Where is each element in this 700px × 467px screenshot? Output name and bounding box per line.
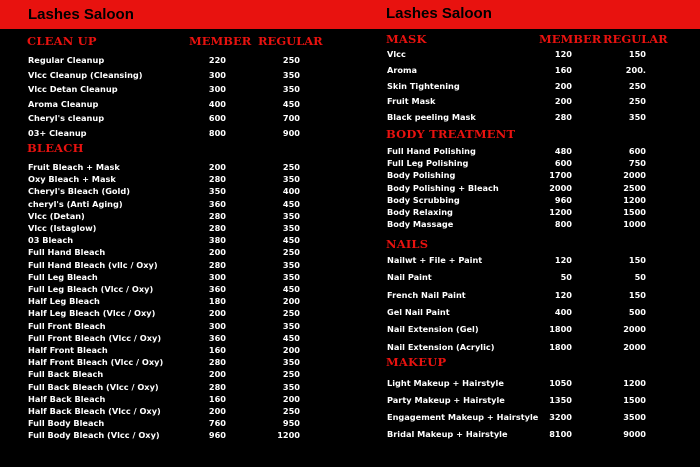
regular-price: 1500 [623, 395, 646, 405]
member-price: 120 [554, 255, 572, 265]
member-price: 600 [554, 158, 572, 169]
service-name: Full Back Bleach (Vlcc / Oxy) [28, 381, 159, 392]
price-row [28, 430, 300, 442]
member-price: 180 [208, 296, 226, 307]
regular-price: 3500 [623, 412, 646, 422]
regular-price: 250 [282, 406, 300, 416]
price-row [28, 247, 300, 259]
member-price: 1350 [549, 395, 572, 405]
service-name: Nail Extension (Acrylic) [387, 341, 495, 352]
price-row [387, 65, 646, 77]
regular-price: 450 [282, 198, 300, 209]
member-price: 200 [208, 369, 226, 380]
price-row [387, 49, 646, 61]
regular-price: 450 [282, 284, 300, 294]
member-price: 300 [208, 320, 226, 331]
service-name: Body Massage [387, 219, 454, 230]
member-price: 1800 [549, 341, 572, 352]
service-name: Gel Nail Paint [387, 306, 450, 317]
price-row [28, 382, 300, 394]
member-price: 600 [208, 113, 226, 123]
service-name: Fruit Mask [387, 96, 436, 107]
service-name: Full Front Bleach [28, 320, 106, 331]
price-row [387, 219, 646, 231]
member-price: 400 [208, 98, 226, 109]
title-bar [0, 0, 352, 29]
regular-price: 250 [282, 162, 300, 172]
regular-price: 250 [282, 308, 300, 319]
price-row [387, 158, 646, 170]
price-row [28, 406, 300, 418]
page-title: Lashes Saloon [28, 6, 134, 23]
regular-price: 350 [282, 223, 300, 233]
member-price: 760 [208, 418, 226, 429]
regular-price: 350 [282, 84, 300, 94]
member-price: 480 [554, 146, 572, 156]
service-name: 03+ Cleanup [28, 127, 87, 138]
regular-price: 350 [282, 357, 300, 368]
regular-price: 1000 [623, 219, 646, 230]
service-name: Party Makeup + Hairstyle [387, 395, 505, 405]
price-row [28, 70, 300, 82]
member-price: 160 [554, 64, 572, 75]
regular-price: 1200 [623, 194, 646, 205]
service-name: Regular Cleanup [28, 55, 105, 65]
member-price: 960 [554, 194, 572, 205]
price-row [28, 284, 300, 296]
regular-price: 350 [282, 381, 300, 392]
service-name: 03 Bleach [28, 235, 74, 246]
regular-price: 2000 [623, 324, 646, 335]
price-row [28, 128, 300, 140]
regular-price: 350 [282, 210, 300, 221]
section-title: CLEAN UP [27, 34, 97, 48]
member-price: 200 [554, 80, 572, 91]
member-price: 350 [208, 186, 226, 197]
regular-price: 450 [282, 98, 300, 109]
price-row [387, 183, 646, 195]
regular-price: 2000 [623, 170, 646, 181]
service-name: Half Leg Bleach [28, 296, 100, 307]
member-price: 200 [208, 406, 226, 416]
regular-price: 150 [628, 49, 646, 59]
member-price: 280 [208, 210, 226, 221]
service-name: Nailwt + File + Paint [387, 255, 483, 265]
service-name: cheryl's (Anti Aging) [28, 198, 123, 209]
service-name: Half Front Bleach (Vlcc / Oxy) [28, 357, 164, 368]
column-header-member: MEMBER [189, 34, 252, 48]
member-price: 280 [208, 381, 226, 392]
regular-price: 250 [282, 369, 300, 380]
regular-price: 9000 [623, 429, 646, 439]
price-row [387, 324, 646, 336]
regular-price: 250 [628, 96, 646, 107]
member-price: 120 [554, 49, 572, 59]
member-price: 200 [554, 96, 572, 107]
price-row [28, 211, 300, 223]
price-row [28, 321, 300, 333]
service-name: Body Relaxing [387, 207, 453, 217]
member-price: 960 [208, 430, 226, 441]
member-price: 360 [208, 198, 226, 209]
service-name: Vlcc (Istaglow) [28, 223, 97, 233]
regular-price: 600 [628, 146, 646, 156]
member-price: 280 [208, 223, 226, 233]
regular-price: 200 [282, 393, 300, 404]
service-name: Cheryl's cleanup [28, 113, 105, 123]
service-name: Full Hand Polishing [387, 146, 476, 156]
page-title: Lashes Saloon [386, 5, 492, 22]
price-row [387, 255, 646, 267]
price-row [28, 260, 300, 272]
member-price: 2000 [549, 182, 572, 193]
section-title: NAILS [386, 237, 429, 251]
price-row [387, 378, 646, 390]
service-name: Aroma [387, 64, 418, 75]
regular-price: 150 [628, 255, 646, 265]
price-row [28, 418, 300, 430]
price-row [28, 333, 300, 345]
member-price: 380 [208, 235, 226, 246]
member-price: 50 [560, 272, 572, 283]
service-name: Full Body Bleach (Vlcc / Oxy) [28, 430, 160, 441]
member-price: 1700 [549, 170, 572, 181]
regular-price: 2000 [623, 341, 646, 352]
price-row [28, 235, 300, 247]
regular-price: 250 [628, 80, 646, 91]
price-row [387, 207, 646, 219]
service-name: Body Polishing + Bleach [387, 182, 499, 193]
service-name: Vlcc Detan Cleanup [28, 84, 118, 94]
service-name: Aroma Cleanup [28, 98, 99, 109]
service-name: Vlcc Cleanup (Cleansing) [28, 69, 143, 80]
member-price: 120 [554, 289, 572, 300]
price-row [28, 174, 300, 186]
service-name: Light Makeup + Hairstyle [387, 378, 504, 388]
regular-price: 700 [282, 113, 300, 123]
column-header-member: MEMBER [539, 32, 602, 46]
regular-price: 400 [282, 186, 300, 197]
member-price: 200 [208, 308, 226, 319]
regular-price: 150 [628, 289, 646, 300]
member-price: 8100 [549, 429, 572, 439]
section-title: BODY TREATMENT [386, 127, 516, 141]
price-row [28, 199, 300, 211]
price-row [387, 342, 646, 354]
member-price: 160 [208, 345, 226, 355]
price-row [28, 272, 300, 284]
regular-price: 750 [628, 158, 646, 169]
price-row [387, 146, 646, 158]
price-row [387, 395, 646, 407]
section-title: BLEACH [27, 141, 84, 155]
member-price: 300 [208, 69, 226, 80]
member-price: 280 [208, 259, 226, 270]
service-name: French Nail Paint [387, 289, 466, 300]
service-name: Full Leg Bleach [28, 271, 98, 282]
member-price: 360 [208, 332, 226, 343]
regular-price: 900 [282, 127, 300, 138]
price-row [28, 394, 300, 406]
section-title: MAKEUP [386, 355, 447, 369]
regular-price: 450 [282, 332, 300, 343]
regular-price: 200 [282, 345, 300, 355]
regular-price: 950 [282, 418, 300, 429]
right-price-panel [352, 0, 700, 467]
regular-price: 1500 [623, 207, 646, 217]
service-name: Vlcc [387, 49, 406, 59]
service-name: Half Leg Bleach (Vlcc / Oxy) [28, 308, 156, 319]
regular-price: 450 [282, 235, 300, 246]
member-price: 280 [554, 112, 572, 123]
service-name: Oxy Bleach + Mask [28, 174, 116, 185]
service-name: Body Scrubbing [387, 194, 460, 205]
price-row [28, 186, 300, 198]
regular-price: 350 [282, 174, 300, 185]
regular-price: 1200 [277, 430, 300, 441]
service-name: Black peeling Mask [387, 112, 476, 123]
regular-price: 350 [282, 69, 300, 80]
regular-price: 2500 [623, 182, 646, 193]
regular-price: 350 [628, 112, 646, 123]
service-name: Body Polishing [387, 170, 456, 181]
service-name: Full Leg Bleach (Vlcc / Oxy) [28, 284, 154, 294]
member-price: 200 [208, 162, 226, 172]
column-header-regular: REGULAR [258, 34, 323, 48]
service-name: Half Back Bleach [28, 393, 106, 404]
price-row [28, 55, 300, 67]
regular-price: 200. [625, 64, 646, 75]
member-price: 300 [208, 84, 226, 94]
price-row [387, 272, 646, 284]
member-price: 280 [208, 357, 226, 368]
service-name: Full Body Bleach [28, 418, 105, 429]
service-name: Nail Paint [387, 272, 432, 283]
service-name: Fruit Bleach + Mask [28, 162, 120, 172]
member-price: 360 [208, 284, 226, 294]
service-name: Full Back Bleach [28, 369, 104, 380]
section-title: MASK [386, 32, 427, 46]
member-price: 300 [208, 271, 226, 282]
service-name: Cheryl's Bleach (Gold) [28, 186, 130, 197]
regular-price: 200 [282, 296, 300, 307]
member-price: 200 [208, 247, 226, 258]
regular-price: 350 [282, 259, 300, 270]
member-price: 800 [208, 127, 226, 138]
price-row [387, 112, 646, 124]
regular-price: 50 [634, 272, 646, 283]
price-row [387, 307, 646, 319]
price-row [28, 162, 300, 174]
regular-price: 350 [282, 320, 300, 331]
price-row [28, 113, 300, 125]
member-price: 400 [554, 306, 572, 317]
price-row [28, 84, 300, 96]
service-name: Nail Extension (Gel) [387, 324, 479, 335]
service-name: Half Front Bleach [28, 345, 108, 355]
service-name: Half Back Bleach (Vlcc / Oxy) [28, 406, 161, 416]
price-row [387, 412, 646, 424]
column-header-regular: REGULAR [603, 32, 668, 46]
price-row [28, 357, 300, 369]
price-row [387, 429, 646, 441]
regular-price: 350 [282, 271, 300, 282]
member-price: 220 [208, 55, 226, 65]
service-name: Full Hand Bleach [28, 247, 106, 258]
price-row [28, 308, 300, 320]
member-price: 1800 [549, 324, 572, 335]
price-row [28, 369, 300, 381]
price-row [28, 345, 300, 357]
member-price: 280 [208, 174, 226, 185]
service-name: Full Front Bleach (Vlcc / Oxy) [28, 332, 162, 343]
service-name: Skin Tightening [387, 80, 460, 91]
service-name: Full Leg Polishing [387, 158, 469, 169]
member-price: 160 [208, 393, 226, 404]
price-row [387, 195, 646, 207]
regular-price: 1200 [623, 378, 646, 388]
regular-price: 250 [282, 55, 300, 65]
price-row [387, 96, 646, 108]
price-row [387, 170, 646, 182]
regular-price: 250 [282, 247, 300, 258]
member-price: 1200 [549, 207, 572, 217]
service-name: Full Hand Bleach (vllc / Oxy) [28, 259, 158, 270]
price-row [28, 223, 300, 235]
title-bar [352, 0, 700, 29]
service-name: Vlcc (Detan) [28, 210, 85, 221]
service-name: Bridal Makeup + Hairstyle [387, 429, 508, 439]
price-row [28, 99, 300, 111]
member-price: 3200 [549, 412, 572, 422]
member-price: 1050 [549, 378, 572, 388]
regular-price: 500 [628, 306, 646, 317]
member-price: 800 [554, 219, 572, 230]
price-row [387, 81, 646, 93]
service-name: Engagement Makeup + Hairstyle [387, 412, 539, 422]
price-row [387, 290, 646, 302]
price-row [28, 296, 300, 308]
